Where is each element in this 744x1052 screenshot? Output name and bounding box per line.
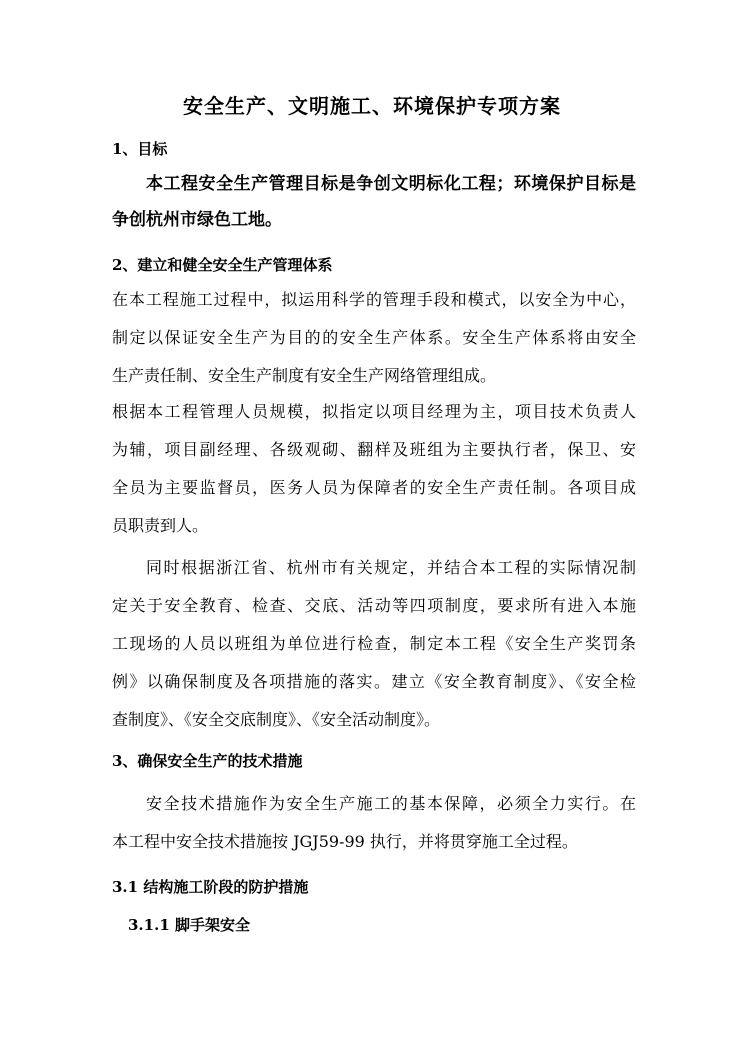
section-1-heading: 1、目标 — [112, 140, 168, 158]
section-2-paragraph-2-line: 为辅，项目副经理、各级观砌、翻样及班组为主要执行者，保卫、安 — [112, 440, 636, 459]
section-2-paragraph-2-line: 全员为主要监督员，医务人员为保障者的安全生产责任制。各项目成 — [112, 478, 636, 497]
section-1-text-line: 争创杭州市绿色工地。 — [112, 210, 282, 230]
section-2-paragraph-1-line: 生产责任制、安全生产制度有安全生产网络管理组成。 — [112, 366, 497, 385]
section-3-1-heading: 3.1 结构施工阶段的防护措施 — [112, 878, 309, 896]
section-2-paragraph-2-line: 根据本工程管理人员规模，拟指定以项目经理为主，项目技术负责人 — [112, 402, 636, 421]
section-3-paragraph-line: 安全技术措施作为安全生产施工的基本保障，必须全力实行。在 — [146, 794, 636, 813]
section-3-heading: 3、确保安全生产的技术措施 — [112, 752, 303, 770]
section-2-paragraph-3-line: 工现场的人员以班组为单位进行检查，制定本工程《安全生产奖罚条 — [112, 634, 636, 653]
section-2-paragraph-3-line: 查制度》、《安全交底制度》、《安全活动制度》。 — [112, 710, 441, 729]
section-2-paragraph-3-line: 同时根据浙江省、杭州市有关规定，并结合本工程的实际情况制 — [146, 558, 636, 577]
document-title: 安全生产、文明施工、环境保护专项方案 — [183, 94, 561, 118]
section-1-text-line: 本工程安全生产管理目标是争创文明标化工程；环境保护目标是 — [146, 174, 636, 194]
section-3-paragraph-line: 本工程中安全技术措施按 JGJ59-99 执行，并将贯穿施工全过程。 — [112, 832, 578, 851]
section-2-paragraph-2-line: 员职责到人。 — [112, 516, 209, 535]
section-2-paragraph-1-line: 在本工程施工过程中，拟运用科学的管理手段和模式，以安全为中心， — [112, 290, 636, 309]
section-3-1-1-heading: 3.1.1 脚手架安全 — [128, 916, 250, 934]
section-2-heading: 2、建立和健全安全生产管理体系 — [112, 256, 333, 274]
section-2-paragraph-1-line: 制定以保证安全生产为目的的安全生产体系。安全生产体系将由安全 — [112, 328, 636, 347]
section-2-paragraph-3-line: 定关于安全教育、检查、交底、活动等四项制度，要求所有进入本施 — [112, 596, 636, 615]
section-2-paragraph-3-line: 例》以确保制度及各项措施的落实。建立《安全教育制度》、《安全检 — [112, 672, 636, 691]
